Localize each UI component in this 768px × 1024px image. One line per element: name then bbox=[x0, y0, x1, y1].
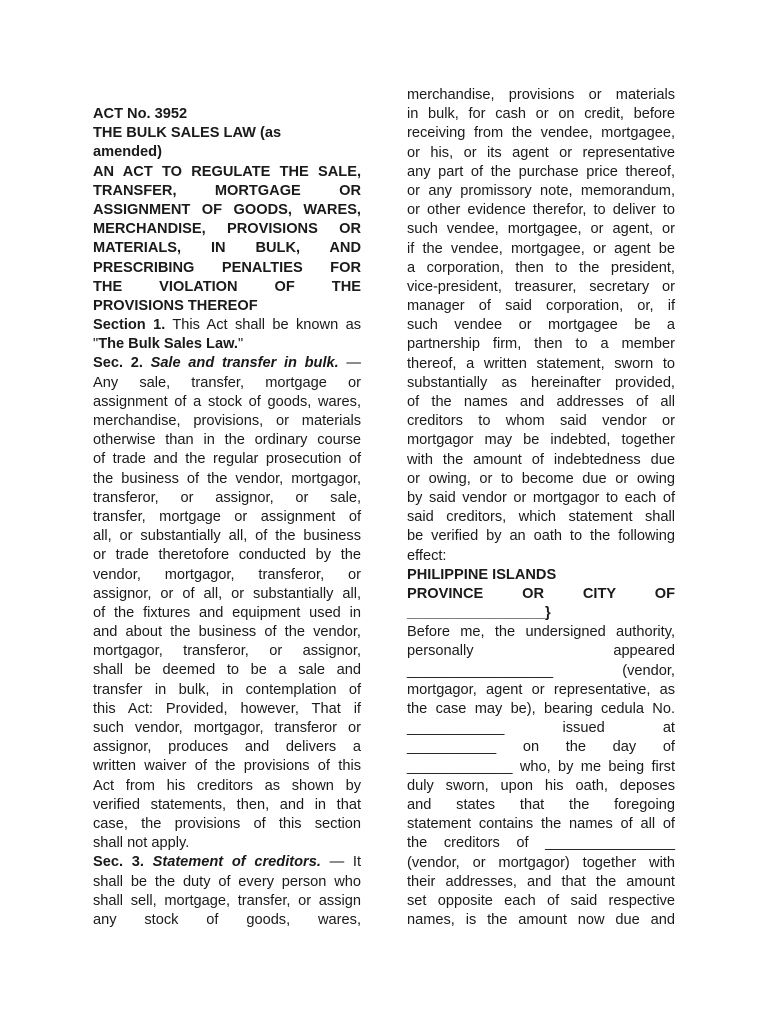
text-line: ____________ issued at bbox=[407, 720, 675, 737]
text-run: Sale and transfer in bulk. bbox=[142, 355, 339, 372]
text-line bbox=[93, 335, 361, 354]
text-line: verified statements, then, and in that bbox=[93, 796, 361, 813]
text-line: Act from his creditors as shown by bbox=[93, 777, 361, 794]
text-line: with the amount of indebtedness due bbox=[407, 451, 675, 468]
text-line: PRESCRIBING PENALTIES FOR bbox=[93, 259, 361, 276]
text-line: assignment of a stock of goods, wares, bbox=[93, 393, 361, 410]
text-line: of the names and addresses of all bbox=[407, 394, 675, 410]
text-line: TRANSFER, MORTGAGE OR bbox=[93, 182, 361, 199]
text-line: Any sale, transfer, mortgage or bbox=[93, 374, 361, 391]
text-line: PROVINCE OR CITY OF bbox=[407, 585, 675, 602]
text-line: merchandise, provisions, or materials bbox=[93, 413, 361, 429]
text-line: or other evidence therefor, to deliver to bbox=[407, 202, 675, 219]
text-line: or trade theretofore conducted by the bbox=[93, 547, 361, 564]
text-line: assignor, produces and delivers a bbox=[93, 739, 361, 756]
text-line: partnership firm, then to a member bbox=[407, 336, 675, 353]
text-line: or any promissory note, memorandum, bbox=[407, 182, 675, 199]
text-line: amended) bbox=[93, 144, 162, 161]
text-line: mortgagor, agent or representative, as bbox=[407, 681, 675, 698]
text-line bbox=[93, 853, 361, 872]
text-line: shall sell, mortgage, transfer, or assign bbox=[93, 892, 361, 909]
text-line: personally appeared bbox=[407, 643, 675, 660]
text-run: — It bbox=[320, 854, 361, 871]
text-line: of trade and the regular prosecution of bbox=[93, 451, 361, 468]
text-line: vice-president, treasurer, secretary or bbox=[407, 278, 675, 295]
text-line: of the fixtures and equipment used in bbox=[93, 604, 361, 621]
text-line: the business of the vendor, mortgagor, bbox=[93, 470, 361, 487]
text-line: MATERIALS, IN BULK, AND bbox=[93, 240, 361, 257]
text-line: PHILIPPINE ISLANDS bbox=[407, 566, 557, 583]
text-run: — bbox=[338, 355, 361, 372]
text-run: Section 1. bbox=[93, 317, 166, 334]
text-line: manager of said corporation, or, if bbox=[407, 298, 675, 315]
text-line: the case may be), bearing cedula No. bbox=[407, 701, 675, 717]
text-line: merchandise, provisions or materials bbox=[407, 87, 675, 103]
text-line: THE BULK SALES LAW (as bbox=[93, 125, 282, 142]
text-line: and states that the foregoing bbox=[407, 796, 675, 813]
text-run: Sec. 3. bbox=[93, 854, 144, 871]
text-line bbox=[93, 354, 361, 373]
text-line: mortgagor, transferor, or assignor, bbox=[93, 643, 361, 660]
text-line: transfer in bulk, in contemplation of bbox=[93, 681, 361, 698]
text-line: _________________} bbox=[407, 605, 551, 622]
text-line: be verified by an oath to the following bbox=[407, 528, 675, 545]
text-line: all, or substantially all, of the business bbox=[93, 528, 361, 545]
text-line: a corporation, then to the president, bbox=[407, 259, 675, 276]
left-column bbox=[93, 105, 361, 930]
text-line bbox=[93, 316, 361, 335]
text-line: if the vendee, mortgagee, or agent be bbox=[407, 240, 675, 257]
text-line: Before me, the undersigned authority, bbox=[407, 624, 675, 641]
text-line: ___________ on the day of bbox=[407, 739, 675, 756]
text-line: transfer, mortgage or assignment of bbox=[93, 508, 361, 525]
text-line: shall be the duty of every person who bbox=[93, 873, 361, 890]
text-line: ASSIGNMENT OF GOODS, WARES, bbox=[93, 201, 361, 218]
text-line: THE VIOLATION OF THE bbox=[93, 278, 361, 295]
text-line: shall be deemed to be a sale and bbox=[93, 662, 361, 679]
text-line: vendor, mortgagor, transferor, or bbox=[93, 566, 361, 583]
text-line: effect: bbox=[407, 547, 447, 564]
text-run: This Act shall be known as bbox=[165, 317, 361, 334]
text-line: written waiver of the provisions of this bbox=[93, 758, 361, 775]
text-line: case, the provisions of this section bbox=[93, 815, 361, 832]
text-line: set opposite each of said respective bbox=[407, 892, 675, 909]
text-run: The Bulk Sales Law. bbox=[98, 336, 238, 353]
text-line: in bulk, for cash or on credit, before bbox=[407, 106, 675, 123]
text-run: " bbox=[237, 336, 244, 353]
text-line: the creditors of ________________ bbox=[407, 835, 675, 852]
text-line: said creditors, which statement shall bbox=[407, 509, 675, 526]
text-line: such vendor, mortgagor, transferor or bbox=[93, 720, 361, 736]
text-run: Sec. 2. bbox=[93, 355, 143, 372]
text-line: AN ACT TO REGULATE THE SALE, bbox=[93, 163, 361, 180]
right-column bbox=[407, 86, 675, 930]
text-line: this Act: Provided, however, That if bbox=[93, 700, 361, 717]
text-line: such vendee or mortgagee be a bbox=[407, 317, 675, 334]
text-line: __________________ (vendor, bbox=[407, 662, 675, 679]
text-line: MERCHANDISE, PROVISIONS OR bbox=[93, 221, 361, 238]
text-line: duly sworn, upon his oath, deposes bbox=[407, 777, 675, 794]
text-line: statement contains the names of all of bbox=[407, 816, 675, 833]
text-line: creditors to whom said vendor or bbox=[407, 413, 675, 430]
text-line: or his, or its agent or representative bbox=[407, 144, 675, 161]
text-line: or owing, or to become due or owing bbox=[407, 470, 675, 487]
text-line: ACT No. 3952 bbox=[93, 106, 188, 122]
text-line: by said vendor or mortgagor to each of bbox=[407, 489, 675, 506]
text-line: receiving from the vendee, mortgagee, bbox=[407, 125, 675, 142]
text-line: names, is the amount now due and bbox=[407, 912, 675, 929]
text-line: such vendee, mortgagee, or agent, or bbox=[407, 221, 675, 238]
text-line: transferor, or assignor, or sale, bbox=[93, 489, 361, 506]
text-line: mortgagor may be indebted, together bbox=[407, 432, 675, 449]
text-run: Statement of creditors. bbox=[143, 854, 321, 871]
text-line: _____________ who, by me being first bbox=[407, 758, 675, 775]
text-run: " bbox=[93, 336, 99, 353]
text-line: PROVISIONS THEREOF bbox=[93, 297, 258, 314]
text-line: and about the business of the vendor, bbox=[93, 624, 361, 641]
text-line: thereof, a written statement, sworn to bbox=[407, 355, 675, 372]
text-line: any stock of goods, wares, bbox=[93, 911, 361, 928]
text-line: shall not apply. bbox=[93, 835, 190, 852]
text-line: their addresses, and that the amount bbox=[407, 873, 675, 890]
text-line: substantially as hereinafter provided, bbox=[407, 374, 675, 391]
text-line: any part of the purchase price thereof, bbox=[407, 163, 675, 180]
text-line: otherwise than in the ordinary course bbox=[93, 432, 361, 449]
text-line: assignor, or of all, or substantially all, bbox=[93, 585, 361, 602]
text-line: (vendor, or mortgagor) together with bbox=[407, 854, 675, 871]
